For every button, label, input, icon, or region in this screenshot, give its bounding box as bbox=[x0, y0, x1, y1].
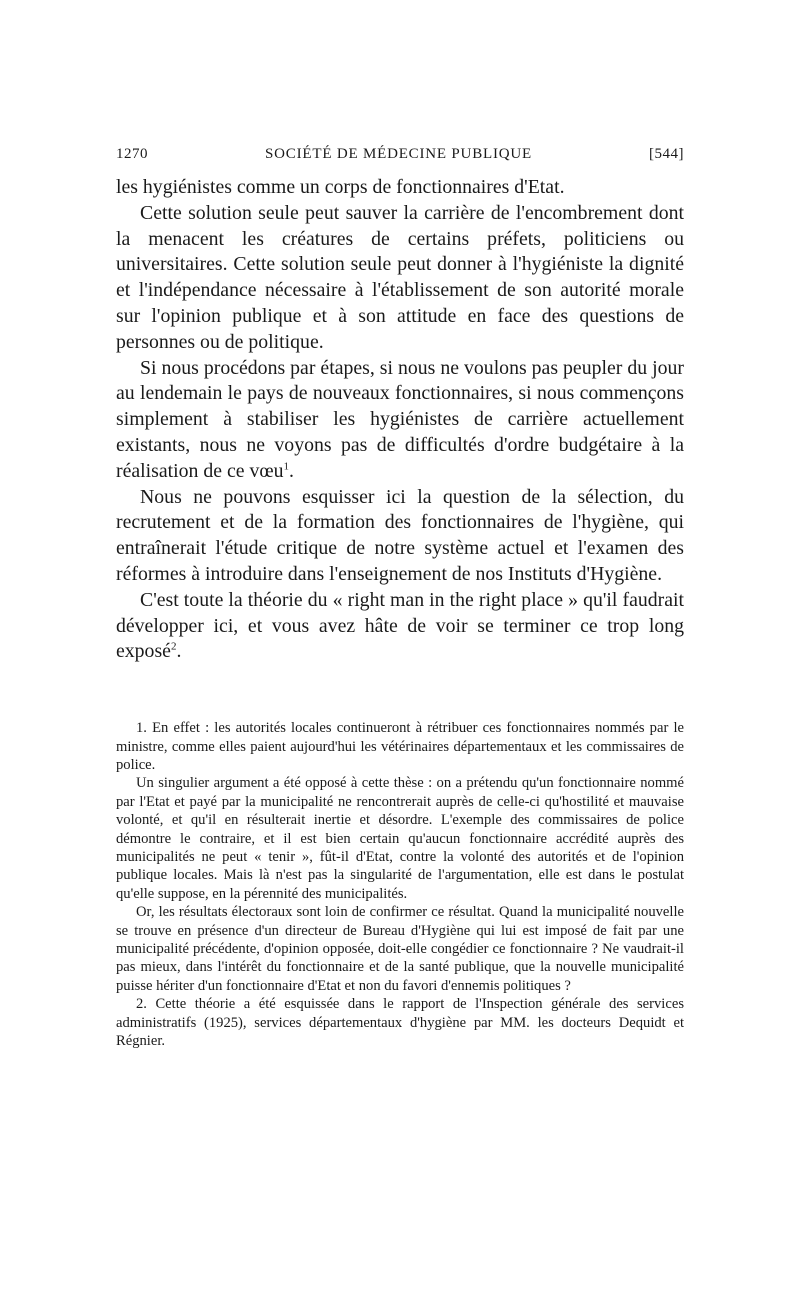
paragraph-3 bbox=[116, 356, 684, 485]
footnotes bbox=[116, 719, 684, 1050]
page-header bbox=[116, 146, 684, 163]
paragraph-3-end: . bbox=[289, 459, 294, 482]
page-number: 1270 bbox=[116, 146, 148, 162]
book-page bbox=[116, 146, 684, 1050]
paragraph-5-end: . bbox=[176, 640, 182, 663]
paragraph-5-text: C'est toute la théorie du « right man in the right place » qu'il faudrait développer ici, et vous avez hâte de voir se terminer ce trop long exposé bbox=[116, 588, 684, 663]
footnote-1-continued: Un singulier argument a été opposé à cette thèse : on a prétendu qu'un fonctionnaire nommé par l'Etat et payé par la municipalité ne rencontrerait auprès de celle-ci qu'hostilité et mauvaise volonté, et qu'il en résulterait inertie et désordre. L'exemple des commissaires de police démontre le contraire, et il est bien certain qu'aucun fonctionnaire accrédité auprès des municipalités ne peut « tenir », fût-il d'Etat, contre la volonté des autorités et de l'opinion publique locales. Mais là n'est pas la singularité de l'argumentation, elle est dans le postulat qu'elle suppose, en la pérennité des municipalités. bbox=[116, 775, 684, 902]
folio: [544] bbox=[649, 146, 684, 162]
footnote-1-conclusion: Or, les résultats électoraux sont loin de confirmer ce résultat. Quand la municipalité nouvelle se trouve en présence d'un directeur de Bureau d'Hygiène qui lui est imposé de fait par une municipalité précédente, d'opinion opposée, doit-elle congédier ce fonctionnaire ? Ne vaudrait-il pas mieux, dans l'intérêt du fonctionnaire et de la santé publique, que la nouvelle municipalité puisse hériter d'un fonctionnaire d'Etat et non du favori d'ennemis politiques ? bbox=[116, 904, 684, 994]
paragraph-4: Nous ne pouvons esquisser ici la question de la sélection, du recrutement et de la formation des fonctionnaires de l'hygiène, qui entraînerait l'étude critique de notre système actuel et l'examen des réformes à introduire dans l'enseignement de nos Instituts d'Hygiène. bbox=[116, 485, 684, 585]
footnote-1: 1. En effet : les autorités locales continueront à rétribuer ces fonctionnaires nommés par le ministre, comme elles paient aujourd'hui les vétérinaires départementaux et les commissaires de police. bbox=[116, 720, 684, 773]
paragraph-1: les hygiénistes comme un corps de fonctionnaires d'Etat. bbox=[116, 176, 565, 198]
running-title: SOCIÉTÉ DE MÉDECINE PUBLIQUE bbox=[265, 146, 532, 162]
footnote-ref-1: 1 bbox=[283, 460, 290, 473]
paragraph-3-text: Si nous procédons par étapes, si nous ne voulons pas peupler du jour au lendemain le pays de nouveaux fonctionnaires, si nous commençons simplement à stabiliser les hygiénistes de carrière actuellement existants, nous ne voyons pas de difficultés d'ordre budgétaire à la réalisation de ce vœu bbox=[116, 356, 684, 482]
paragraph-2: Cette solution seule peut sauver la carrière de l'encombrement dont la menacent les créatures de certains préfets, politiciens ou universitaires. Cette solution seule peut donner à l'hygiéniste la dignité et l'indépendance nécessaire à l'établissement de son autorité morale sur l'opinion publique et à son attitude en face des questions de personnes ou de politique. bbox=[116, 201, 684, 353]
body-text bbox=[116, 175, 684, 665]
paragraph-5 bbox=[116, 588, 684, 665]
footnote-ref-2: 2 bbox=[170, 640, 177, 653]
footnote-2: 2. Cette théorie a été esquissée dans le rapport de l'Inspection générale des services administratifs (1925), services départementaux d'hygiène par MM. les docteurs Dequidt et Régnier. bbox=[116, 996, 684, 1050]
